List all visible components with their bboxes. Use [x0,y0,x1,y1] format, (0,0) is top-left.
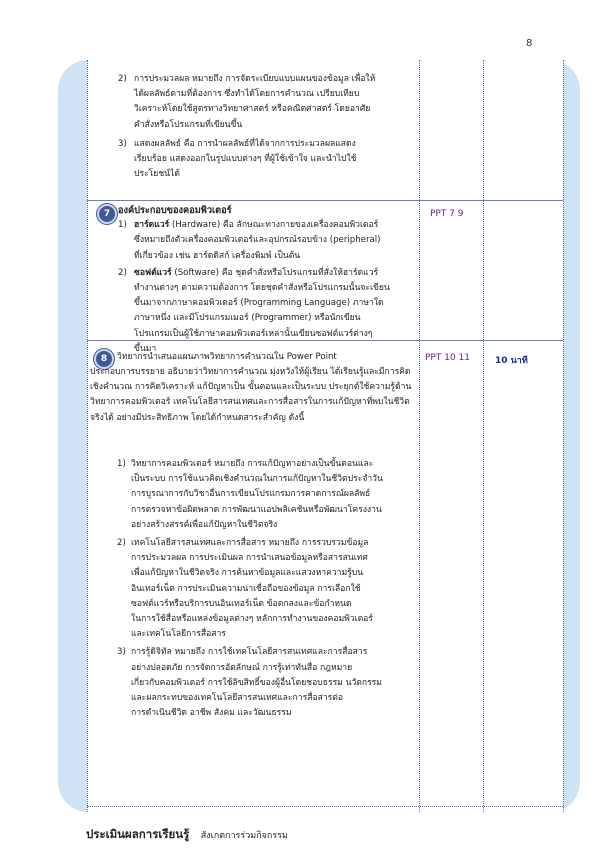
text-line: ได้ผลลัพธ์ตามที่ต้องการ ซึ่งทำได้โดยการคำนวณ เปรียบเทียบ [134,89,360,100]
text-line: ภาษาหนึ่ง และมีโปรแกรมเมอร์ (Programmer) หรือนักเขียน [134,313,361,324]
text-line: การประมวลผล การประเมินผล การนำเสนอข้อมูลหรือสารสนเทศ [131,553,368,564]
text-line: คำสั่งหรือโปรแกรมที่เขียนขึ้น [134,119,243,130]
digital-literacy-item [117,645,417,721]
assessment-text: สังเกตการร่วมกิจกรรม [200,831,288,841]
row-divider-7 [87,200,563,201]
intro-line: เทคโนโลยีสารสนเทศและการสื่อสารในการแก้ปัญหาที่พบในชีวิตจริงได้ [90,397,410,423]
section-8-cell [117,350,417,365]
text-line: เทคโนโลยีสารสนเทศและการสื่อสาร หมายถึง การรวบรวมข้อมูล [131,538,369,549]
text-line: ในการใช้สื่อหรือแหล่งข้อมูลต่างๆ หลักการทำงานของคอมพิวเตอร์ [131,614,373,625]
text-line: เพื่อแก้ปัญหาในชีวิตจริง การค้นหาข้อมูลและแสวงหาความรู้บน [131,568,364,579]
text-line: เป็นระบบ การใช้แนวคิดเชิงคำนวณในการแก้ปัญหาในชีวิตประจำวัน [131,474,383,485]
top-continuation-cell [118,72,418,182]
intro-line: อย่างมีประสิทธิภาพ โดยได้กำหนดสาระสำคัญ ดังนี้ [116,412,305,423]
text-line: ที่เกี่ยวข้อง เช่น ฮาร์ดดิสก์ เครื่องพิมพ์ เป็นต้น [134,250,301,261]
text-line: อย่างสร้างสรรค์เพื่อแก้ปัญหาในชีวิตจริง [131,519,278,530]
assessment-label: ประเมินผลการเรียนรู้ [86,827,190,841]
section-7-cell [118,203,418,357]
item-number: 1) [118,220,127,231]
process-item [118,72,418,133]
intro-line: วิทยากรนำเสนอแผนภาพวิทยาการคำนวณใน Power Point [117,352,337,362]
intro-line: ได้เรียนรู้และมีการคิดเชิงคำนวณ การคิดวิเคราะห์ แก้ปัญหาเป็น [90,367,411,393]
software-item [118,266,418,357]
output-item [118,137,418,183]
assessment-footer [86,826,288,844]
term-hardware: ฮาร์ดแวร์ [134,220,170,231]
text-line: โปรแกรมเป็นผู้ใช้ภาษาคอมพิวเตอร์เหล่านั้นเขียนซอฟต์แวร์ต่างๆ [134,328,373,339]
computer-science-item [117,457,417,533]
text-line: การประมวลผล หมายถึง การจัดระเบียบแบบแผนของข้อมูล เพื่อให้ [134,74,376,84]
item-number: 3) [117,647,126,658]
text-line: ขึ้นมา [134,343,157,354]
section-7-heading: องค์ประกอบของคอมพิวเตอร์ [118,205,232,216]
intro-line: ขั้นตอนและเป็นระบบ ประยุกต์ใช้ความรู้ด้านวิทยาการคอมพิวเตอร์ [90,382,412,408]
media-label-8: PPT 10 11 [425,353,470,363]
text-line: อย่างปลอดภัย การจัดการอัตลักษณ์ การรู้เท่าทันสื่อ กฎหมาย [131,662,353,673]
hardware-item [118,218,418,264]
item-number: 2) [118,267,127,278]
step-badge-8: 8 [94,349,114,369]
term-software: ซอฟต์แวร์ [134,267,172,278]
item-number: 3) [118,138,127,149]
text-line: ประโยชน์ได้ [134,169,180,180]
section-8-items [117,457,417,721]
text-line: การรู้ดิจิทัล หมายถึง การใช้เทคโนโลยีสารสนเทศและการสื่อสาร [131,647,368,658]
table-divider-time [483,60,484,812]
media-label-7: PPT 7 9 [430,209,464,219]
table-border-bottom [87,806,563,807]
text-line: ซอฟต์แวร์หรือบริการบนอินเทอร์เน็ต ข้อตกลงและข้อกำหนด [131,598,352,609]
intro-line: ประกอบการบรรยาย อธิบายว่าวิทยาการคำนวณ มุ่งหวังให้ผู้เรียน [90,367,328,377]
text-line: วิเคราะห์โดยใช้สูตรทางวิทยาศาสตร์ หรือคณิตศาสตร์ โดยอาศัย [134,104,371,115]
item-number: 1) [117,459,126,469]
text-line: แสดงผลลัพธ์ คือ การนำผลลัพธ์ที่ได้จากการประมวลผลแสดง [134,138,356,149]
text-line: อินเทอร์เน็ต การประเมินความน่าเชื่อถือของข้อมูล การเลือกใช้ [131,583,361,594]
text-line: การตรวจหาข้อผิดพลาด การพัฒนาแอปพลิเคชันหรือพัฒนาโครงงาน [131,504,382,515]
text-line: วิทยาการคอมพิวเตอร์ หมายถึง การแก้ปัญหาอย่างเป็นขั้นตอนและ [131,459,374,469]
text-line: ทำงานต่างๆ ตามความต้องการ โดยชุดคำสั่งหรือโปรแกรมนั้นจะเขียน [134,283,390,294]
page-number: 8 [526,38,533,49]
text-line: การดำเนินชีวิต อาชีพ สังคม และวัฒนธรรม [131,708,292,719]
text-line: (Software) คือ ชุดคำสั่งหรือโปรแกรมที่สั่งให้ฮาร์ดแวร์ [174,267,379,278]
time-label-8: 10 นาที [495,356,528,366]
item-number: 2) [118,74,127,84]
text-line: เรียบร้อย แสดงออกในรูปแบบต่างๆ ที่ผู้ใช้เข้าใจ และนำไปใช้ [134,154,357,165]
text-line: การบูรณาการกับวิชาอื่นการเขียนโปรแกรมการคาดการณ์ผลลัพธ์ [131,489,371,500]
table-divider-media [419,60,420,812]
table-border-right [563,60,564,812]
text-line: (Hardware) คือ ลักษณะทางกายของเครื่องคอมพิวเตอร์ [171,220,379,231]
section-8-intro [90,365,418,426]
table-border-left [87,60,88,812]
step-badge-7: 7 [97,204,117,224]
text-line: ซึ่งหมายถึงตัวเครื่องคอมพิวเตอร์และอุปกรณ์รอบข้าง (peripheral) [134,235,381,246]
text-line: และผลกระทบของเทคโนโลยีสารสนเทศและการสื่อสารต่อ [131,693,344,704]
item-number: 2) [117,538,126,549]
text-line: และเทคโนโลยีการสื่อสาร [131,629,226,640]
ict-item [117,536,417,642]
text-line: ขึ้นมาจากภาษาคอมพิวเตอร์ (Programming Language) ภาษาใด [134,298,384,309]
text-line: เกี่ยวกับคอมพิวเตอร์ การใช้ลิขสิทธิ์ของผู้อื่นโดยชอบธรรม นวัตกรรม [131,677,382,688]
